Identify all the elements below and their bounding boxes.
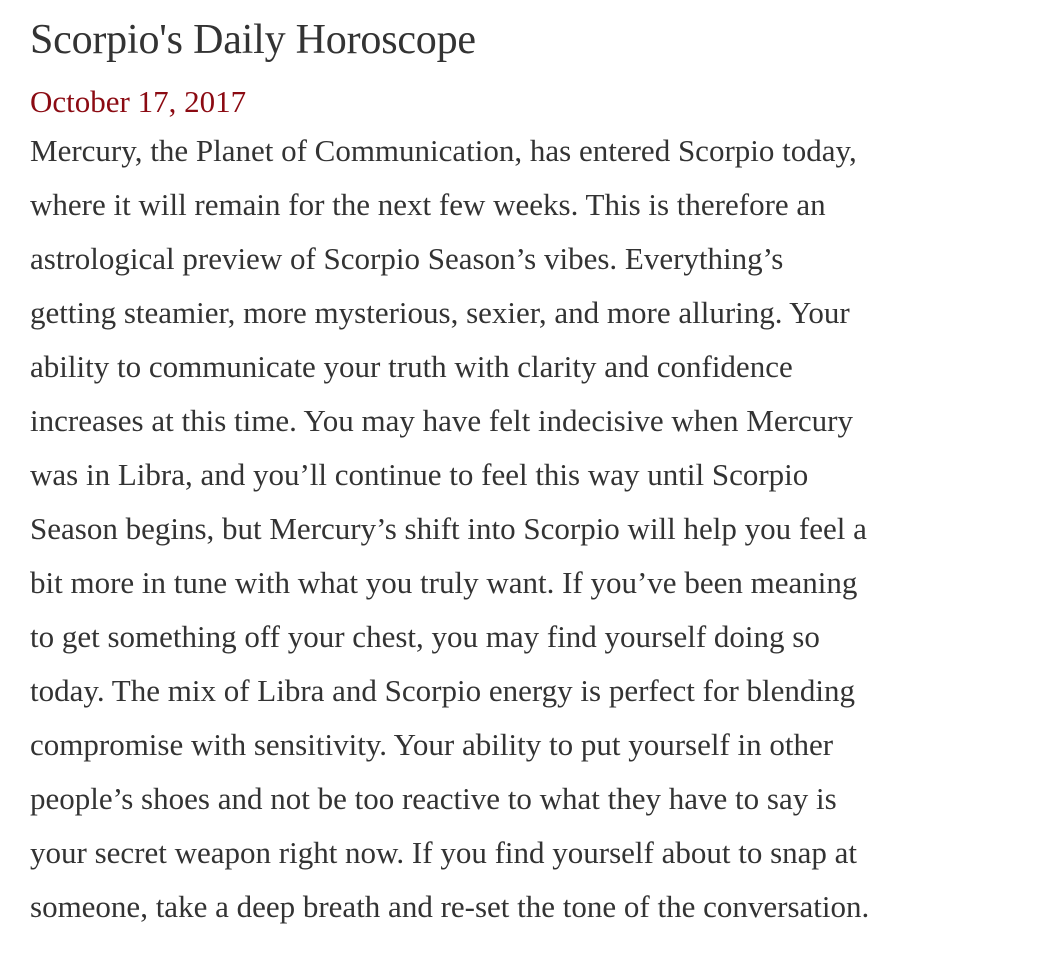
body-line: was in Libra, and you’ll continue to feel this way until Scorpio xyxy=(30,457,809,492)
page-title: Scorpio's Daily Horoscope xyxy=(30,17,476,63)
body-line: where it will remain for the next few weeks. This is therefore an xyxy=(30,187,826,222)
body-line: compromise with sensitivity. Your ability to put yourself in other xyxy=(30,727,834,762)
body-line: someone, take a deep breath and re-set the tone of the conversation. xyxy=(30,889,870,924)
body-line: increases at this time. You may have felt indecisive when Mercury xyxy=(30,403,853,438)
body-line: bit more in tune with what you truly want. If you’ve been meaning xyxy=(30,565,858,600)
body-line: people’s shoes and not be too reactive to what they have to say is xyxy=(30,781,837,816)
body-line: astrological preview of Scorpio Season’s vibes. Everything’s xyxy=(30,241,784,276)
body-line: ability to communicate your truth with clarity and confidence xyxy=(30,349,793,384)
body-line: your secret weapon right now. If you find yourself about to snap at xyxy=(30,835,858,870)
body-line: getting steamier, more mysterious, sexier, and more alluring. Your xyxy=(30,295,850,330)
body-line: Season begins, but Mercury’s shift into Scorpio will help you feel a xyxy=(30,511,867,546)
body-line: Mercury, the Planet of Communication, has entered Scorpio today, xyxy=(30,133,857,168)
horoscope-date: October 17, 2017 xyxy=(30,84,247,119)
body-line: today. The mix of Libra and Scorpio energy is perfect for blending xyxy=(30,673,855,708)
body-line: to get something off your chest, you may find yourself doing so xyxy=(30,619,820,654)
horoscope-body xyxy=(30,120,1020,934)
